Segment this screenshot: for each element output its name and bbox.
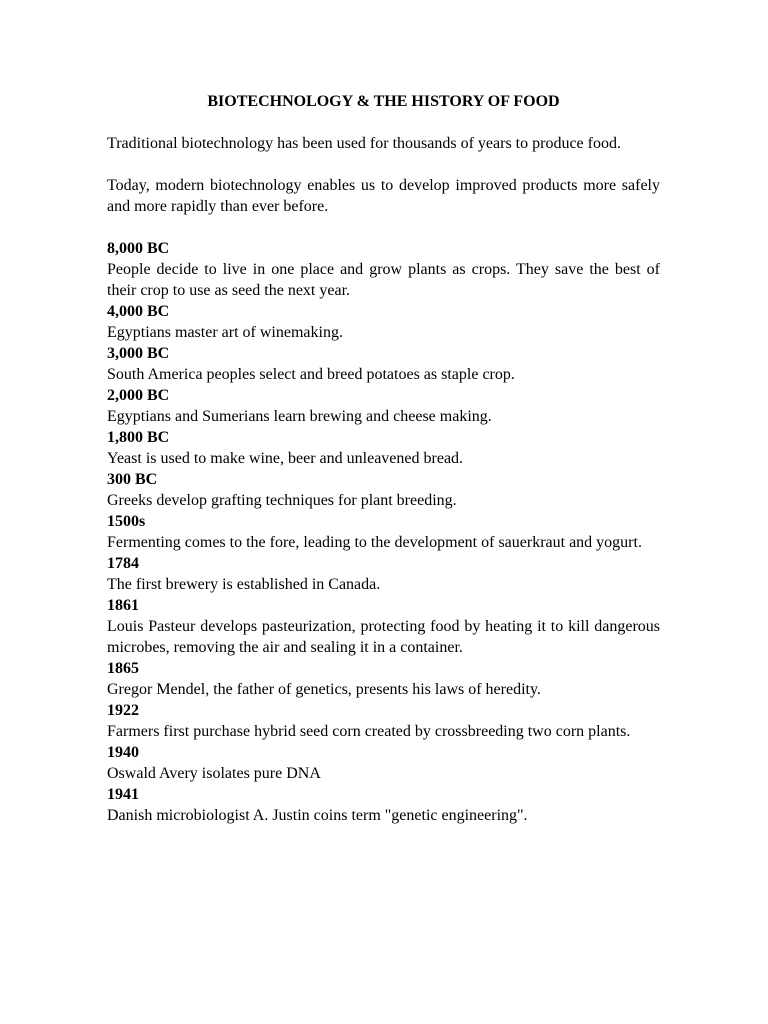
timeline-date: 1865: [107, 660, 139, 677]
timeline-description: Louis Pasteur develops pasteurization, protecting food by heating it to kill dangerous microbes, removing the air and sealing it in a container.: [107, 618, 660, 656]
timeline-date: 1940: [107, 744, 139, 761]
timeline-date: 1784: [107, 555, 139, 572]
timeline-description: Egyptians and Sumerians learn brewing and cheese making.: [107, 408, 492, 425]
document-page: [107, 91, 660, 826]
timeline-description: Greeks develop grafting techniques for plant breeding.: [107, 492, 457, 509]
timeline-date: 8,000 BC: [107, 240, 170, 257]
timeline-date: 4,000 BC: [107, 303, 170, 320]
timeline-list: [107, 238, 660, 826]
timeline-description: Oswald Avery isolates pure DNA: [107, 765, 321, 782]
timeline-date: 3,000 BC: [107, 345, 170, 362]
timeline-description: Danish microbiologist A. Justin coins term "genetic engineering".: [107, 807, 528, 824]
document-title: BIOTECHNOLOGY & THE HISTORY OF FOOD: [207, 93, 560, 110]
timeline-date: 1,800 BC: [107, 429, 170, 446]
timeline-date: 2,000 BC: [107, 387, 170, 404]
timeline-description: South America peoples select and breed potatoes as staple crop.: [107, 366, 515, 383]
intro-paragraph-2: Today, modern biotechnology enables us to develop improved products more safely and more rapidly than ever before.: [107, 177, 660, 215]
timeline-date: 1922: [107, 702, 139, 719]
timeline-description: People decide to live in one place and grow plants as crops. They save the best of their crop to use as seed the next year.: [107, 261, 660, 299]
intro-paragraph-1: Traditional biotechnology has been used for thousands of years to produce food.: [107, 135, 621, 152]
timeline-date: 1941: [107, 786, 139, 803]
timeline-date: 1500s: [107, 513, 146, 530]
timeline-description: Farmers first purchase hybrid seed corn created by crossbreeding two corn plants.: [107, 723, 631, 740]
timeline-description: Egyptians master art of winemaking.: [107, 324, 343, 341]
timeline-date: 300 BC: [107, 471, 158, 488]
timeline-description: Fermenting comes to the fore, leading to the development of sauerkraut and yogurt.: [107, 534, 642, 551]
timeline-description: Gregor Mendel, the father of genetics, presents his laws of heredity.: [107, 681, 541, 698]
timeline-date: 1861: [107, 597, 139, 614]
timeline-description: Yeast is used to make wine, beer and unleavened bread.: [107, 450, 464, 467]
timeline-description: The first brewery is established in Canada.: [107, 576, 381, 593]
